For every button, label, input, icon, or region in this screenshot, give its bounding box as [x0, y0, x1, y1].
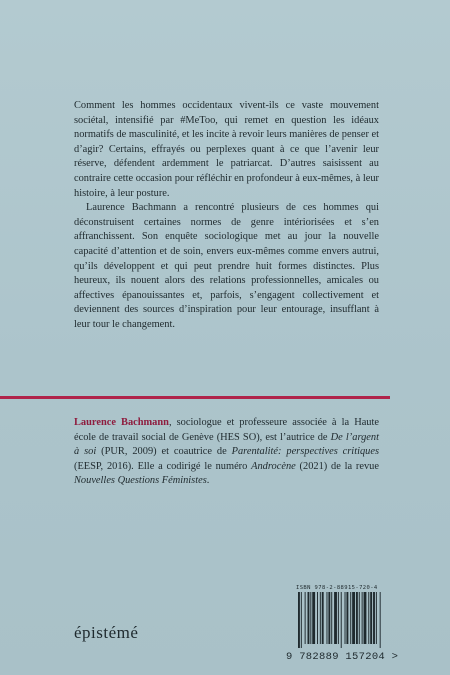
author-bio-text-2: (PUR, 2009) et coautrice de: [96, 446, 232, 458]
blurb-paragraph-1: Comment les hommes occidentaux vivent-ils ce vaste mouvement sociétal, intensifié par #MeToo, qui remet en question les idéaux normatifs de masculinité, et les incite à revoir leurs manières de penser et d’agir? Certains, effrayés ou perplexes quant à ce que l’avenir leur réserve, défendent ardemment le patriarcat. D’autres saisissent au contraire cette occasion pour réfléchir en profondeur à eux-mêmes, à leur histoire, à leur posture.: [74, 100, 379, 199]
publisher-logo: épistémé: [74, 623, 139, 642]
author-bio-text-3: (EESP, 2016). Elle a codirigé le numéro: [74, 460, 252, 472]
author-bio-text-5: .: [206, 475, 210, 487]
author-name: Laurence Bachmann: [74, 417, 169, 428]
book-title-1: De l’argent à soi: [74, 431, 379, 458]
author-bio: [74, 416, 379, 489]
blurb: [74, 99, 379, 333]
accent-rule: [0, 396, 390, 399]
barcode-number: 9 782889 157204 >: [286, 651, 399, 663]
author-bio-text-1: , sociologue et professeure associée à la Haute école de travail social de Genève (HES SO), est l’autrice de: [74, 417, 379, 443]
isbn-label: ISBN 978-2-88915-720-4: [296, 585, 378, 591]
journal-title: Nouvelles Questions Féministes: [74, 475, 207, 487]
barcode-icon: [296, 592, 404, 648]
issue-title: Androcène: [251, 460, 296, 472]
author-bio-text-4: (2021) de la revue: [295, 460, 379, 472]
blurb-paragraph-2: Laurence Bachmann a rencontré plusieurs de ces hommes qui déconstruisent certaines normes de genre intériorisées et s’en affranchissent. Son enquête sociologique met au jour la nouvelle capacité d’attention et de soin, envers eux-mêmes comme envers autrui, qu’ils développent et qui peut prendre huit formes distinctes. Plus heureux, ils nouent alors des relations professionnelles, amicales ou affectives épanouissantes et, parfois, s’engagent collectivement et deviennent des sources d’inspiration pour leur entourage, insufflant à leur tour le changement.: [74, 202, 379, 330]
book-title-2: Parentalité: perspectives critiques: [231, 446, 380, 458]
